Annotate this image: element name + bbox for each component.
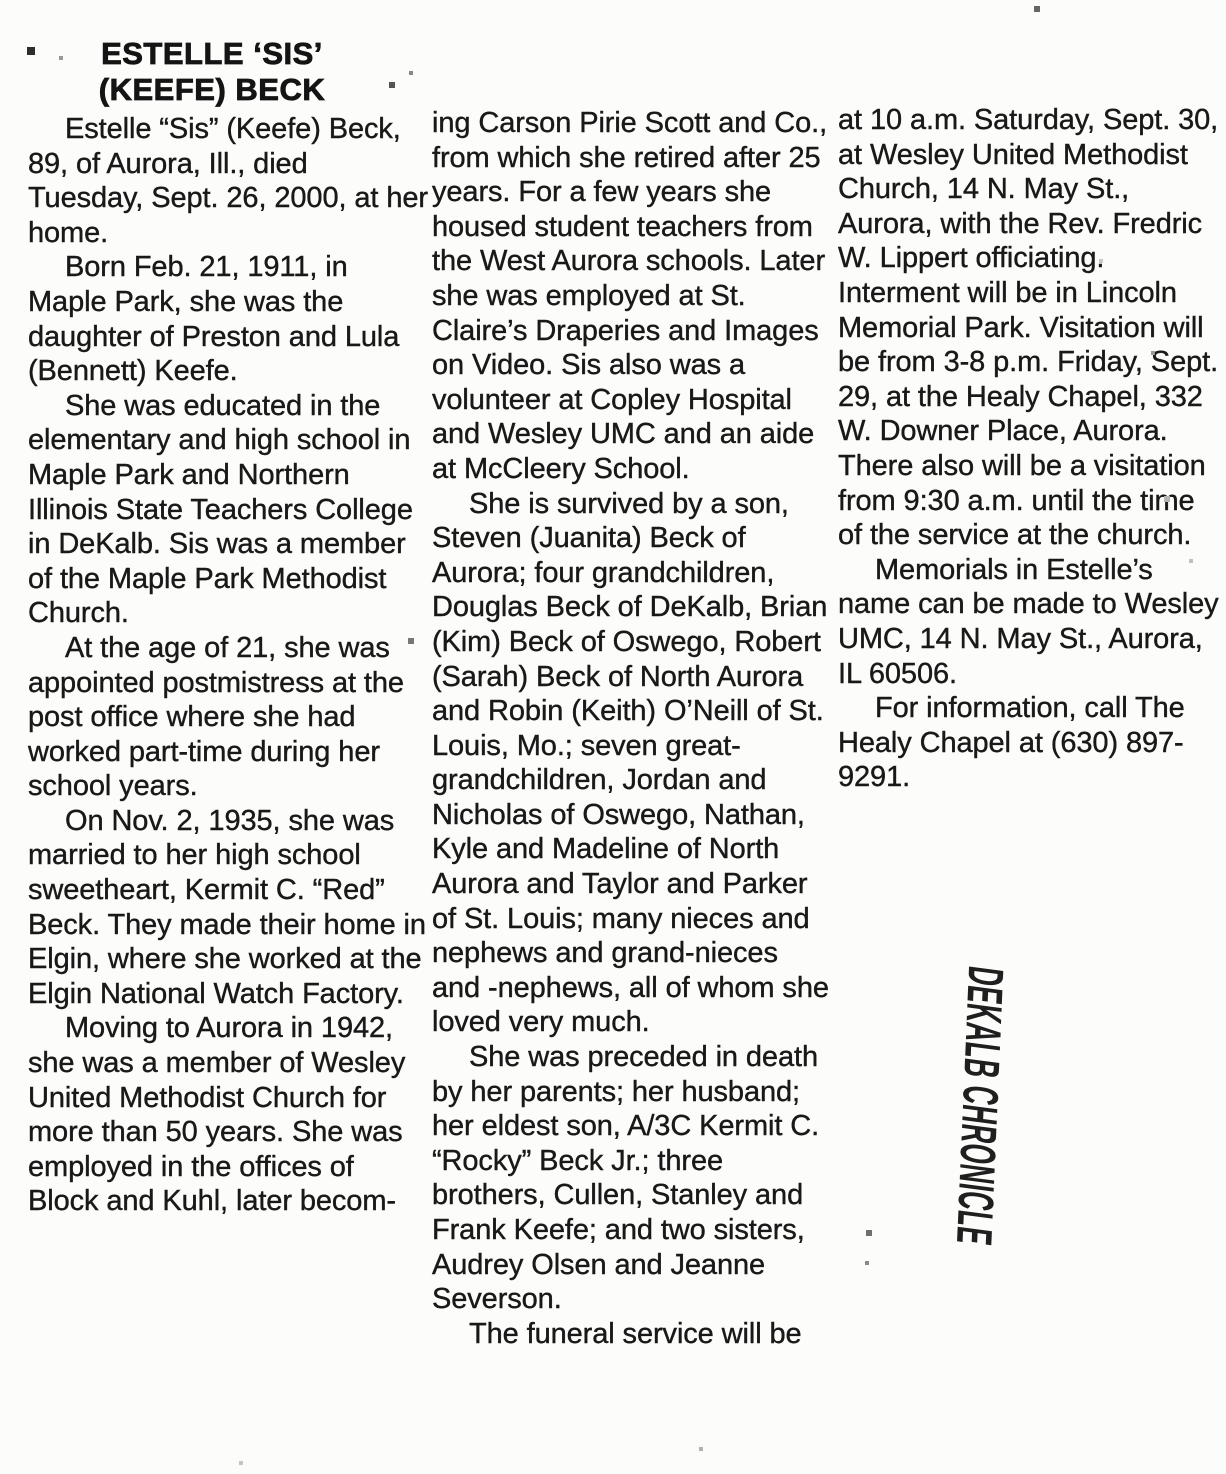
headline-line2: (KEEFE) BECK [98,72,326,107]
paragraph-funeral-lead: The funeral service will be [469,1317,802,1350]
obituary-column-3 [838,103,1226,795]
paragraph-marriage: On Nov. 2, 1935, she was married to her high school sweetheart, Kermit C. “Red” Beck. They made their home in Elgin, where she worked at the Elgin National Watch Factory. [28,804,426,1010]
paragraph-preceded: She was preceded in death by her parents; her husband; her eldest son, A/3C Kermit C. “Rocky” Beck Jr.; three brothers, Cullen, Stanley and Frank Keefe; and two sisters, Audrey Olsen and Jeanne Severson. [432,1041,820,1316]
paragraph-aurora: Moving to Aurora in 1942, she was a member of Wesley United Methodist Church for more than 50 years. She was employed in the offices of Block and Kuhl, later becom- [28,1012,406,1218]
obituary-column-1 [28,112,428,1219]
paragraph-contact: For information, call The Healy Chapel at (630) 897-9291. [838,692,1185,794]
paragraph-memorials: Memorials in Estelle’s name can be made to Wesley UMC, 14 N. May St., Aurora, IL 60506. [838,553,1219,690]
paragraph-intro: Estelle “Sis” (Keefe) Beck, 89, of Aurora, Ill., died Tuesday, Sept. 26, 2000, at her home. [28,113,428,249]
paragraph-postmistress: At the age of 21, she was appointed postmistress at the post office where she had worked part-time during her school years. [28,631,404,803]
paragraph-birth: Born Feb. 21, 1911, in Maple Park, she was the daughter of Preston and Lula (Bennett) Keefe. [28,251,400,388]
paragraph-service-details: at 10 a.m. Saturday, Sept. 30, at Wesley United Methodist Church, 14 N. May St., Aurora, with the Rev. Fredric W. Lippert officiating. Interment will be in Lincoln Memorial Park. Visitation will be from 3-8 p.m. Friday, Sept. 29, at the Healy Chapel, 332 W. Downer Place, Aurora. There also will be a visitation from 9:30 a.m. until the time of the service at the church. [838,104,1219,552]
scan-noise-specks [0,0,2,2]
dekalb-chronicle-stamp: DEKALB CHRONICLE [946,963,1014,1249]
paragraph-survivors: She is survived by a son, Steven (Juanita) Beck of Aurora; four grandchildren, Douglas Beck of DeKalb, Brian (Kim) Beck of Oswego, Robert (Sarah) Beck of North Aurora and Robin (Keith) O’Neill of St. Louis, Mo.; seven great-grandchildren, Jordan and Nicholas of Oswego, Nathan, Kyle and Madeline of North Aurora and Taylor and Parker of St. Louis; many nieces and nephews and grand-nieces and -nephews, all of whom she loved very much. [432,487,829,1039]
obituary-column-2 [432,106,830,1351]
paragraph-education: She was educated in the elementary and high school in Maple Park and Northern Illinois State Teachers College in DeKalb. Sis was a member of the Maple Park Methodist Church. [28,389,413,630]
paragraph-career-continued: ing Carson Pirie Scott and Co., from which she retired after 25 years. For a few years she housed student teachers from the West Aurora schools. Later she was employed at St. Claire’s Draperies and Images on Video. Sis also was a volunteer at Copley Hospital and Wesley UMC and an aide at McCleery School. [432,107,828,485]
obituary-headline [32,36,392,108]
headline-line1: ESTELLE ‘SIS’ [101,36,323,71]
